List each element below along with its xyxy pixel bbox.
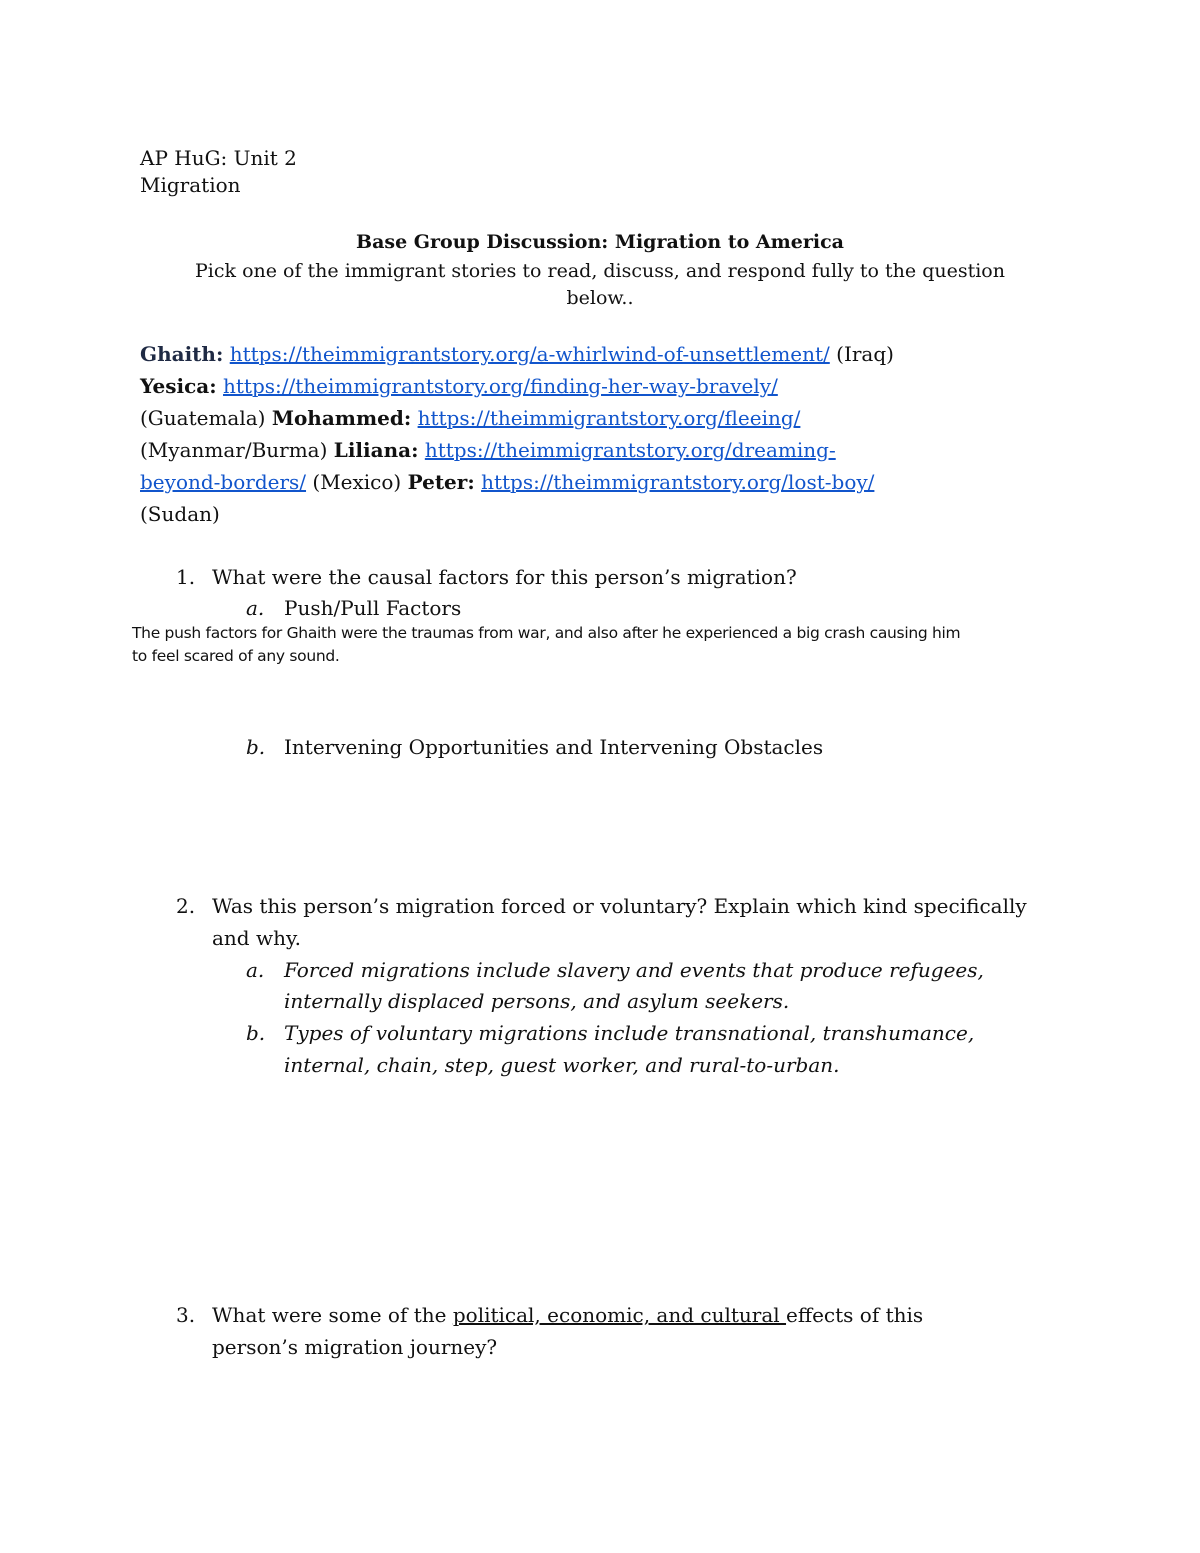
question-1b-text: Intervening Opportunities and Intervening Obstacles (284, 735, 824, 759)
question-2a-line-2: internally displaced persons, and asylum seekers. (284, 989, 790, 1013)
question-3-text-post: effects of this (786, 1303, 924, 1327)
story-link-yesica[interactable]: https://theimmigrantstory.org/finding-her-way-bravely/ (223, 374, 778, 398)
story-line-peter (140, 470, 874, 494)
story-name-peter: Peter: (407, 470, 475, 494)
story-link-ghaith[interactable]: https://theimmigrantstory.org/a-whirlwind-of-unsettlement/ (229, 342, 830, 366)
story-name-ghaith: Ghaith: (140, 342, 224, 366)
question-3-number: 3. (176, 1303, 196, 1327)
question-1-text: What were the causal factors for this person’s migration? (212, 565, 797, 589)
story-link-peter[interactable]: https://theimmigrantstory.org/lost-boy/ (481, 470, 875, 494)
question-1a-text: Push/Pull Factors (284, 596, 462, 620)
story-country-peter: (Sudan) (140, 502, 220, 526)
course-title: AP HuG: Unit 2 (140, 146, 297, 170)
question-2b-line-1: Types of voluntary migrations include transnational, transhumance, (284, 1021, 975, 1045)
answer-1a-line-1[interactable]: The push factors for Ghaith were the traumas from war, and also after he experienced a big crash causing him (132, 624, 961, 642)
question-3-text-line-1 (212, 1303, 923, 1327)
story-line-mohammed (140, 406, 800, 430)
question-1b-letter: b. (246, 735, 266, 759)
question-2a-line-1: Forced migrations include slavery and events that produce refugees, (284, 958, 984, 982)
question-3-text-line-2: person’s migration journey? (212, 1335, 498, 1359)
story-name-mohammed: Mohammed: (271, 406, 412, 430)
story-name-yesica: Yesica: (140, 374, 217, 398)
question-2b-letter: b. (246, 1021, 266, 1045)
story-country-yesica: (Guatemala) (140, 406, 266, 430)
story-country-mohammed: (Myanmar/Burma) (140, 438, 328, 462)
question-2a-letter: a. (246, 958, 265, 982)
story-line-yesica (140, 374, 778, 398)
story-line-ghaith (140, 342, 894, 366)
instructions-line-2: below.. (566, 287, 634, 309)
question-2-text-line-1: Was this person’s migration forced or voluntary? Explain which kind specifically (212, 894, 1027, 918)
answer-1a-line-2[interactable]: to feel scared of any sound. (132, 647, 340, 665)
question-2-number: 2. (176, 894, 196, 918)
story-country-ghaith: (Iraq) (836, 342, 894, 366)
question-1a-letter: a. (246, 596, 265, 620)
question-2-text-line-2: and why. (212, 926, 301, 950)
story-link-liliana-part2[interactable]: beyond-borders/ (140, 470, 307, 494)
question-1-number: 1. (176, 565, 196, 589)
story-name-liliana: Liliana: (333, 438, 419, 462)
story-link-liliana-part1[interactable]: https://theimmigrantstory.org/dreaming- (424, 438, 836, 462)
story-link-mohammed[interactable]: https://theimmigrantstory.org/fleeing/ (417, 406, 801, 430)
instructions-line-1: Pick one of the immigrant stories to read, discuss, and respond fully to the question (195, 260, 1005, 282)
story-line-liliana (140, 438, 836, 462)
page-title: Base Group Discussion: Migration to America (356, 231, 844, 253)
question-3-text-underlined: political, economic, and cultural (452, 1303, 787, 1327)
question-3-text-pre: What were some of the (212, 1303, 453, 1327)
question-2b-line-2: internal, chain, step, guest worker, and rural-to-urban. (284, 1053, 840, 1077)
unit-topic: Migration (140, 173, 241, 197)
story-country-liliana: (Mexico) (312, 470, 402, 494)
